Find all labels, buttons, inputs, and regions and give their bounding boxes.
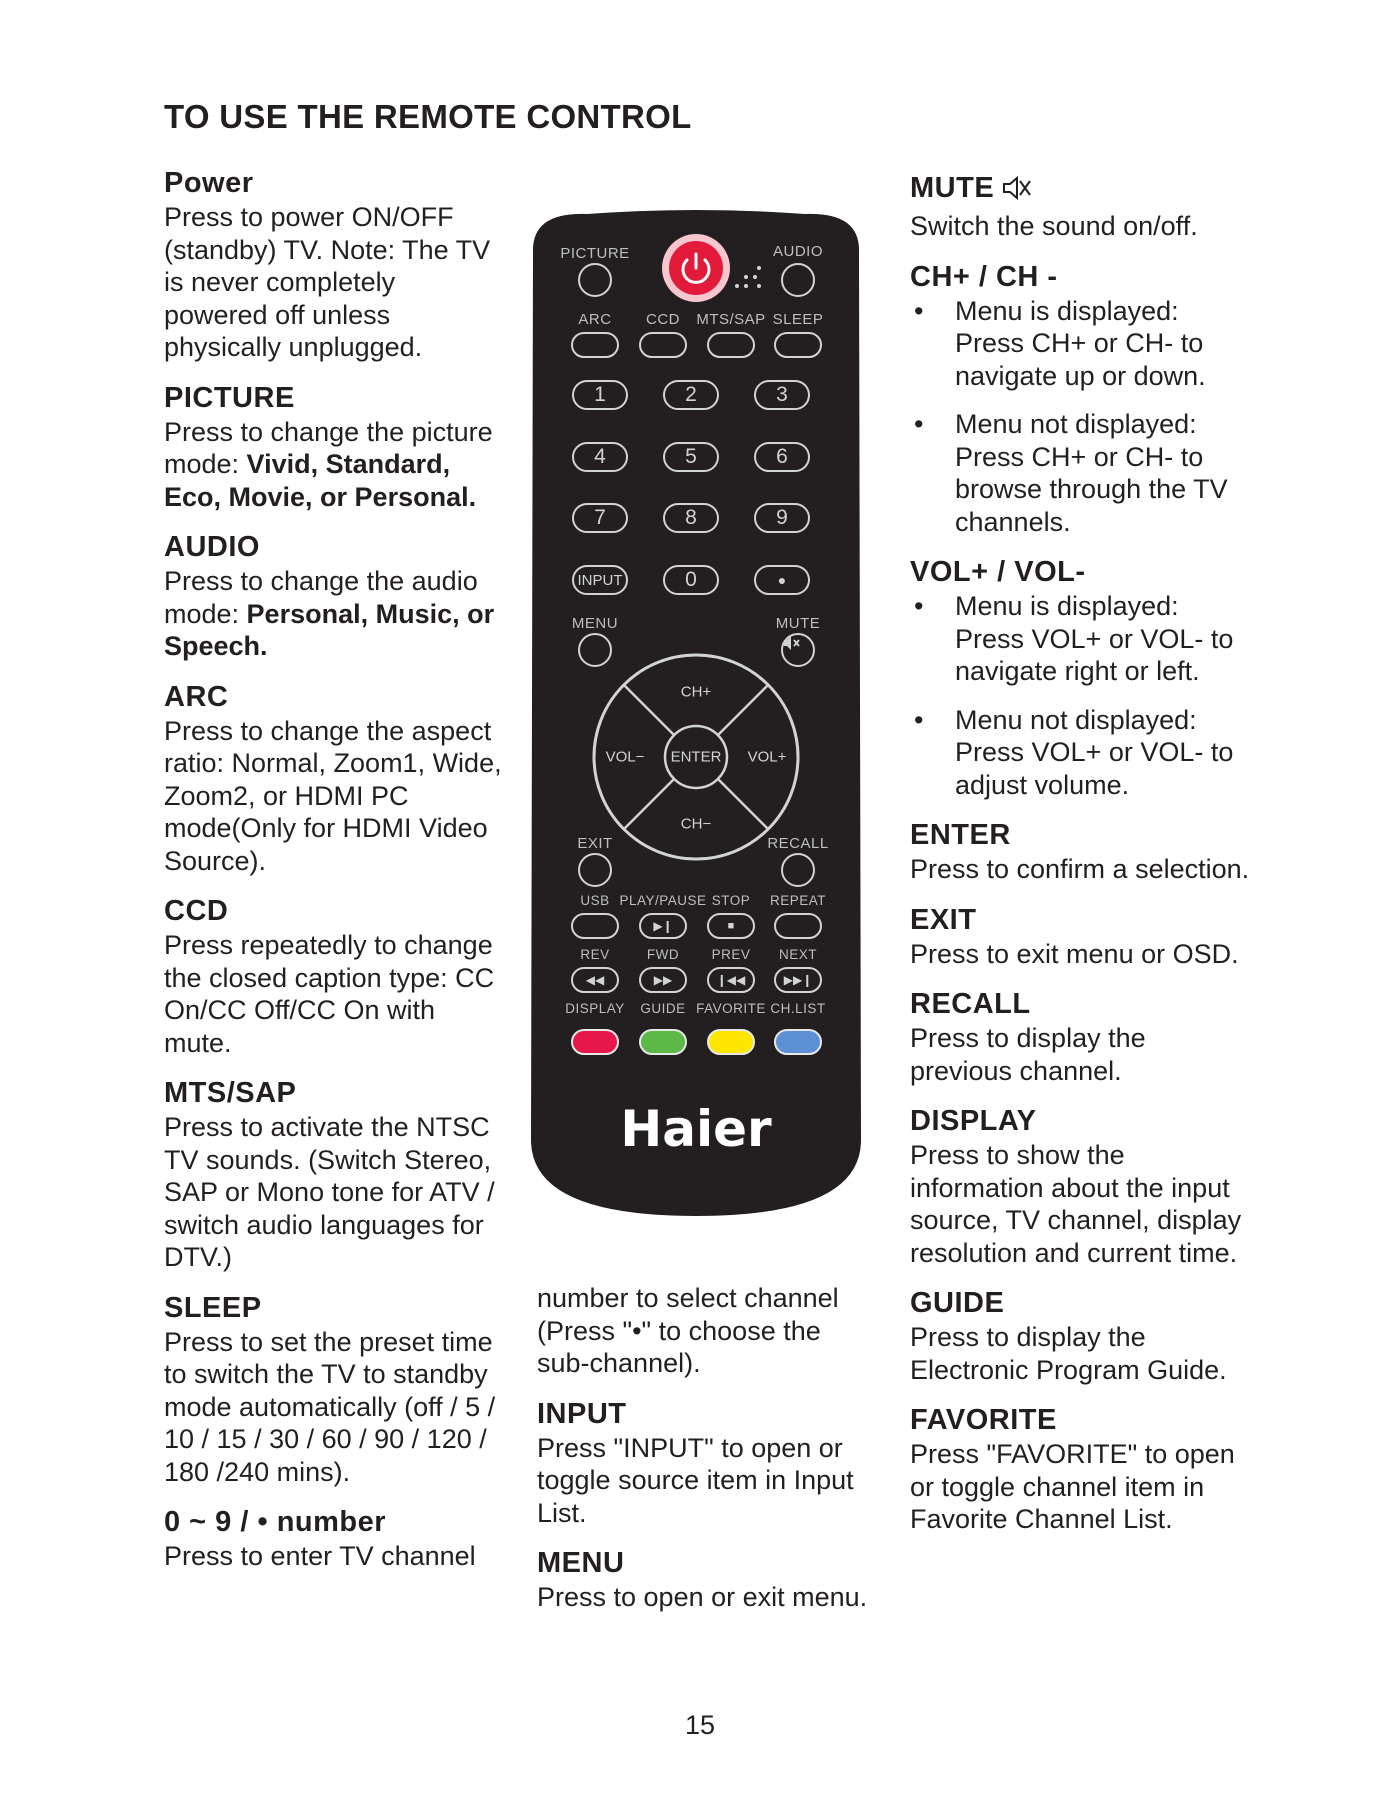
vol-minus-label: VOL− [605,748,645,766]
arc-label: ARC [578,311,612,328]
number-key-5[interactable]: 5 [663,442,719,472]
section-mute [910,170,1255,243]
section-favorite [910,1402,1255,1536]
list-item: • Menu is displayed: Press VOL+ or VOL- to navigate right or left. [910,590,1255,688]
section-text: Switch the sound on/off. [910,211,1198,241]
number-key-7[interactable]: 7 [572,503,628,533]
section-number-continued [537,1282,877,1380]
mute-icon [1002,174,1032,210]
favorite-yellow-button[interactable] [707,1029,755,1055]
ch-list-label: CH.LIST [770,1001,826,1016]
remote-control-illustration [527,210,865,1218]
section-picture [164,380,504,514]
section-heading: 0 ~ 9 / • number [164,1506,387,1538]
guide-label: GUIDE [640,1001,686,1016]
ccd-label: CCD [646,311,680,328]
section-text: Press to change the audio mode: [164,566,478,629]
section-heading: MUTE [910,172,995,204]
section-ch [910,259,1255,539]
section-text: number to select channel (Press "•" to choose the sub-channel). [537,1283,839,1378]
display-red-button[interactable] [571,1029,619,1055]
favorite-label: FAVORITE [696,1001,766,1016]
number-key-8[interactable]: 8 [663,503,719,533]
section-heading: Power [164,167,254,199]
ch-plus-label: CH+ [680,683,712,701]
section-bold-text: Vivid, Standard, Eco, Movie, or Personal. [164,449,477,512]
section-heading: FAVORITE [910,1404,1057,1436]
section-heading: RECALL [910,988,1031,1020]
mute-icon [783,635,801,651]
section-text: Press "FAVORITE" to open or toggle channel item in Favorite Channel List. [910,1439,1235,1534]
ch-minus-label: CH− [680,815,712,833]
section-text: Press to set the preset time to switch the TV to standby mode automatically (off / 5 / 10 / 15 / 30 / 60 / 90 / 120 / 180 /240 mins). [164,1326,496,1487]
next-button[interactable] [774,967,822,993]
section-text: Press to show the information about the input source, TV channel, display resolution and current time. [910,1140,1242,1268]
ch-list-blue-button[interactable] [774,1029,822,1055]
fast-forward-icon: ▶▶ [653,973,673,987]
mts-sap-label: MTS/SAP [696,311,766,328]
exit-button[interactable] [578,853,612,887]
section-ccd [164,893,504,1059]
stop-icon: ■ [727,920,735,932]
exit-label: EXIT [577,835,613,852]
section-text: Press repeatedly to change the closed caption type: CC On/CC Off/CC On with mute. [164,930,495,1058]
number-key-4[interactable]: 4 [572,442,628,472]
section-heading: INPUT [537,1397,627,1430]
number-key-2[interactable]: 2 [663,380,719,410]
section-number [164,1504,504,1573]
section-menu [537,1545,877,1614]
left-column [164,165,504,1589]
sleep-label: SLEEP [772,311,824,328]
section-heading: GUIDE [910,1287,1005,1319]
dot-button[interactable]: ● [754,565,810,595]
recall-button[interactable] [781,853,815,887]
section-text: Press to enter TV channel [164,1541,476,1571]
repeat-label: REPEAT [769,893,827,908]
section-text: Press to display the previous channel. [910,1023,1146,1086]
section-heading: SLEEP [164,1291,262,1324]
skip-back-icon: ❙◀◀ [716,973,746,987]
section-text: Press "INPUT" to open or toggle source item in Input List. [537,1432,854,1528]
play-pause-button[interactable] [639,913,687,939]
brand-logo: Haier [620,1100,772,1158]
section-heading: VOL+ / VOL- [910,556,1086,588]
section-text: Press to power ON/OFF (standby) TV. Note: The TV is never completely powered off unless physically unplugged. [164,202,491,362]
section-heading: PICTURE [164,381,295,414]
section-sleep [164,1290,504,1489]
section-text: Press to display the Electronic Program Guide. [910,1322,1227,1385]
section-exit [910,902,1255,971]
number-key-0[interactable]: 0 [663,565,719,595]
mute-label: MUTE [775,615,821,632]
section-audio [164,529,504,663]
section-heading: DISPLAY [910,1105,1037,1137]
number-key-9[interactable]: 9 [754,503,810,533]
display-label: DISPLAY [565,1001,625,1016]
list-item: • Menu not displayed: Press VOL+ or VOL- to adjust volume. [910,704,1255,802]
usb-button[interactable] [571,913,619,939]
usb-label: USB [580,893,610,908]
sleep-button[interactable] [774,332,822,358]
enter-label: ENTER [670,748,722,766]
rev-button[interactable] [571,967,619,993]
section-heading: ENTER [910,819,1011,851]
repeat-button[interactable] [774,913,822,939]
section-bold-text: Personal, Music, or Speech. [164,598,495,661]
section-heading: EXIT [910,903,977,936]
play-pause-icon: ▶❙ [653,919,673,933]
fwd-label: FWD [646,947,680,962]
audio-label: AUDIO [772,243,824,260]
prev-button[interactable] [707,967,755,993]
section-heading: ARC [164,680,229,713]
section-mts-sap [164,1075,504,1274]
section-text: Press to change the picture mode: [164,416,493,479]
audio-button[interactable] [781,263,815,297]
section-recall [910,986,1255,1087]
section-arc [164,679,504,878]
rewind-icon: ◀◀ [585,973,605,987]
number-key-1[interactable]: 1 [572,380,628,410]
recall-label: RECALL [767,835,829,852]
next-label: NEXT [778,947,818,962]
skip-forward-icon: ▶▶❙ [783,973,813,987]
section-display [910,1103,1255,1269]
section-heading: MTS/SAP [164,1077,297,1109]
arc-button[interactable] [571,332,619,358]
play-pause-label: PLAY/PAUSE [619,893,707,908]
section-text: Press to activate the NTSC TV sounds. (Switch Stereo, SAP or Mono tone for ATV / switch audio languages for DTV.) [164,1112,495,1272]
section-heading: MENU [537,1547,625,1579]
rev-label: REV [580,947,610,962]
section-heading: AUDIO [164,531,260,563]
input-button[interactable]: INPUT [572,565,628,595]
remote-body [527,210,865,1218]
list-item: • Menu is displayed: Press CH+ or CH- to navigate up or down. [910,295,1255,393]
number-key-6[interactable]: 6 [754,442,810,472]
picture-button[interactable] [578,263,612,297]
number-key-3[interactable]: 3 [754,380,810,410]
mute-button[interactable] [781,633,815,667]
menu-button[interactable] [578,633,612,667]
right-column [910,170,1255,1552]
section-text: Press to change the aspect ratio: Normal, Zoom1, Wide, Zoom2, or HDMI PC mode(Only for HDMI Video Source). [164,715,502,876]
guide-green-button[interactable] [639,1029,687,1055]
stop-button[interactable] [707,913,755,939]
section-vol [910,554,1255,801]
list-item: • Menu not displayed: Press CH+ or CH- to browse through the TV channels. [910,408,1255,538]
menu-label: MENU [571,615,619,632]
section-power [164,165,504,364]
section-heading: CH+ / CH - [910,260,1058,293]
page-number: 15 [684,1710,716,1740]
fwd-button[interactable] [639,967,687,993]
section-input [537,1396,877,1530]
section-heading: CCD [164,895,229,927]
section-enter [910,817,1255,886]
bullet-list [910,295,1255,539]
ccd-button[interactable] [639,332,687,358]
vol-plus-label: VOL+ [747,748,787,766]
mts-sap-button[interactable] [707,332,755,358]
section-text: Press to confirm a selection. [910,854,1250,884]
stop-label: STOP [711,893,751,908]
page-title: TO USE THE REMOTE CONTROL [164,98,692,135]
picture-label: PICTURE [560,245,630,262]
prev-label: PREV [711,947,751,962]
section-text: Press to open or exit menu. [537,1582,868,1612]
middle-column [537,1282,877,1630]
section-guide [910,1285,1255,1386]
section-text: Press to exit menu or OSD. [910,938,1239,969]
bullet-list [910,590,1255,801]
